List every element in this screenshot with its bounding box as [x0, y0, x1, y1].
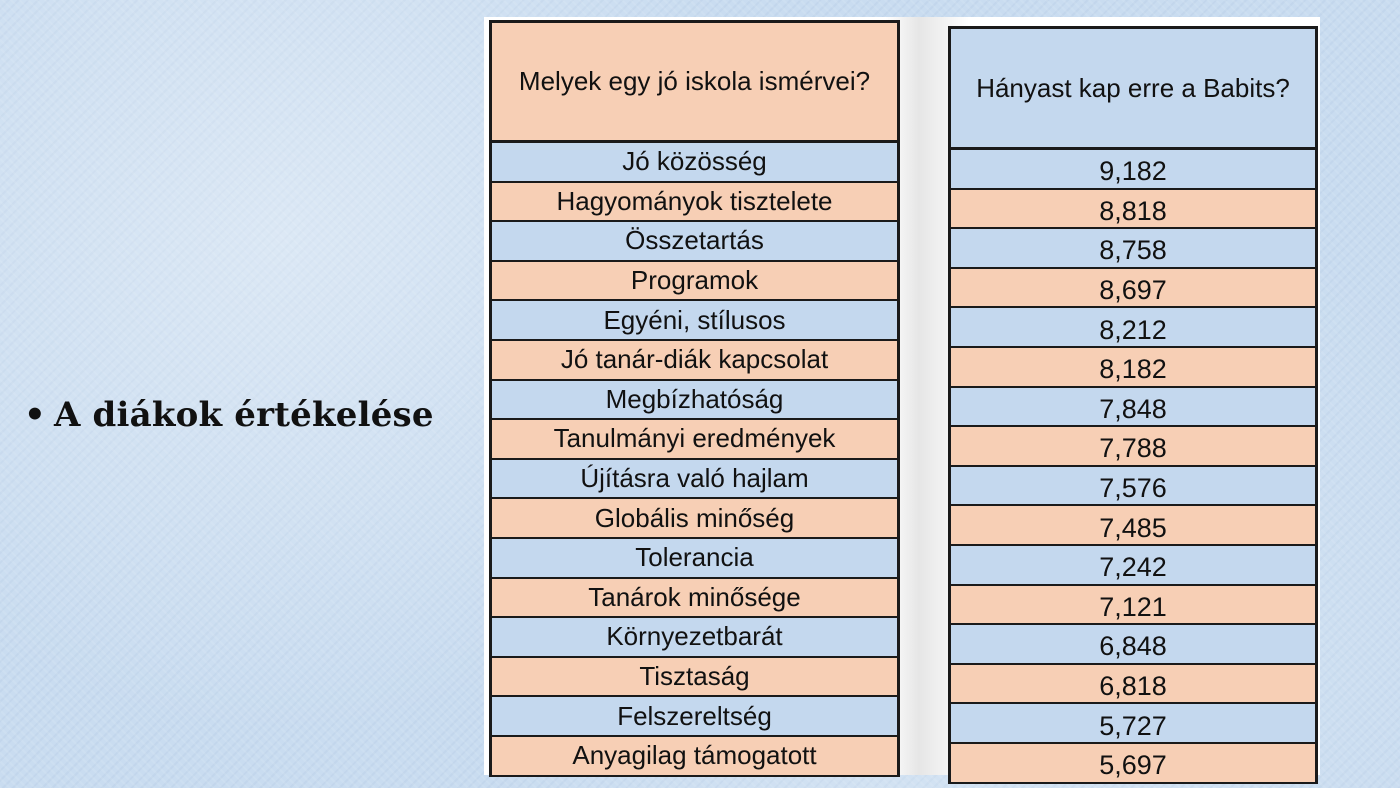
criteria-cell: Újításra való hajlam — [492, 460, 897, 500]
criteria-cell: Hagyományok tisztelete — [492, 183, 897, 223]
criteria-table — [489, 20, 900, 777]
criteria-header: Melyek egy jó iskola ismérvei? — [492, 23, 897, 143]
criteria-cell: Tanárok minősége — [492, 579, 897, 619]
criteria-cell: Anyagilag támogatott — [492, 737, 897, 777]
criteria-cell: Felszereltség — [492, 697, 897, 737]
score-table — [948, 26, 1318, 784]
criteria-cell: Környezetbarát — [492, 618, 897, 658]
score-cell: 5,697 — [951, 744, 1315, 784]
score-cell: 8,758 — [951, 229, 1315, 269]
slide-title-text: A diákok értékelése — [53, 395, 434, 435]
criteria-cell: Megbízhatóság — [492, 381, 897, 421]
criteria-cell: Összetartás — [492, 222, 897, 262]
criteria-cell: Jó közösség — [492, 143, 897, 183]
score-cell: 5,727 — [951, 704, 1315, 744]
score-cell: 7,788 — [951, 427, 1315, 467]
score-cell: 6,818 — [951, 665, 1315, 705]
score-cell: 9,182 — [951, 150, 1315, 190]
criteria-cell: Jó tanár-diák kapcsolat — [492, 341, 897, 381]
criteria-cell: Tolerancia — [492, 539, 897, 579]
criteria-cell: Tanulmányi eredmények — [492, 420, 897, 460]
score-header: Hányast kap erre a Babits? — [951, 29, 1315, 150]
score-cell: 7,485 — [951, 506, 1315, 546]
score-cell: 8,818 — [951, 190, 1315, 230]
slide-title — [24, 395, 434, 435]
criteria-cell: Egyéni, stílusos — [492, 301, 897, 341]
score-cell: 7,121 — [951, 586, 1315, 626]
criteria-cell: Programok — [492, 262, 897, 302]
score-cell: 8,697 — [951, 269, 1315, 309]
score-cell: 6,848 — [951, 625, 1315, 665]
criteria-cell: Globális minőség — [492, 499, 897, 539]
score-cell: 7,576 — [951, 467, 1315, 507]
score-cell: 8,182 — [951, 348, 1315, 388]
score-cell: 7,848 — [951, 388, 1315, 428]
bullet-point: • — [24, 395, 46, 435]
score-cell: 7,242 — [951, 546, 1315, 586]
score-cell: 8,212 — [951, 308, 1315, 348]
criteria-cell: Tisztaság — [492, 658, 897, 698]
